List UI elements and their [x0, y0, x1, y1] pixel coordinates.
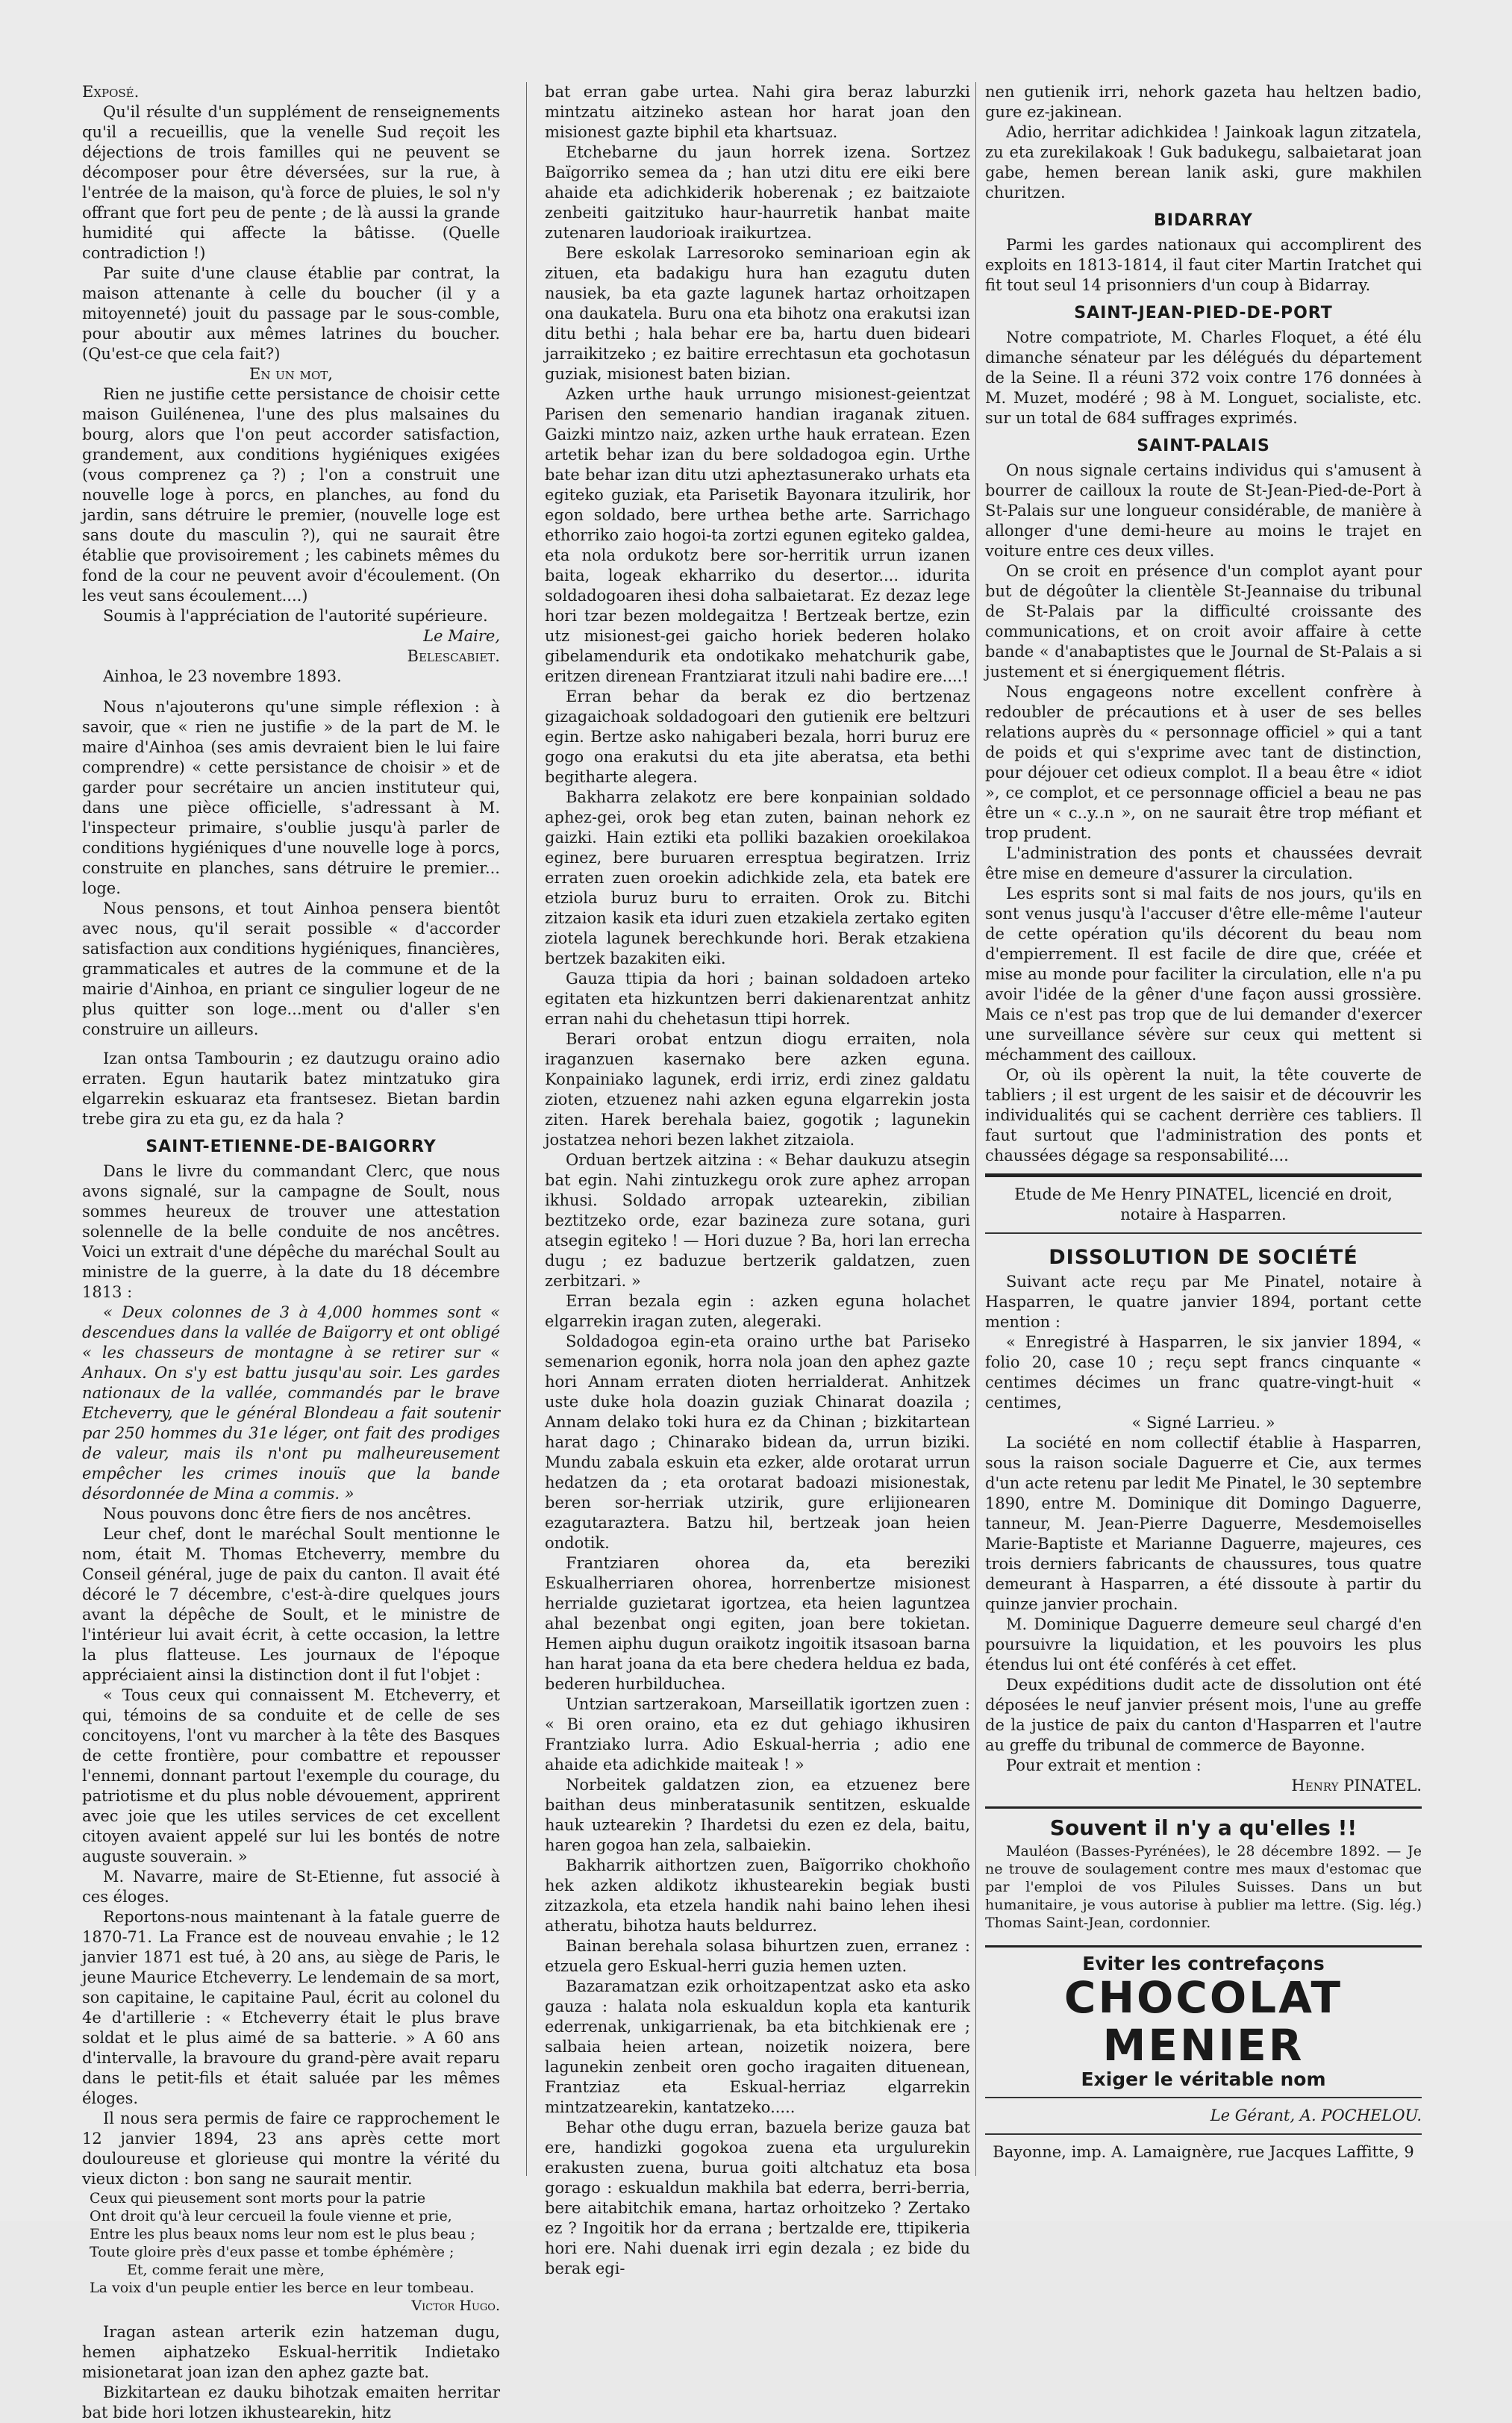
- column-rule-2: [975, 82, 976, 2176]
- paragraph: Reportons-nous maintenant à la fatale guerre de 1870-71. La France est de nouveau envahie ; le 12 janvier 1871 est tué, à 20 ans, au siège de Paris, le jeune Maurice Etcheverry. Le lendemain de sa mort, son capitaine, le capitaine Paul, écrit au colonel du 4e d'artillerie : « Etcheverry était le plus brave soldat et le plus aimé de sa batterie. » A 60 ans d'intervalle, la bravoure du grand-père avait reparu dans le petit-fils et était saluée par les mêmes éloges.: [82, 1908, 500, 2107]
- paragraph: Adio, herritar adichkidea ! Jainkoak lagun zitzatela, zu eta zurekilakoak ! Guk badukegu, salbaietarat joan gabe, hemen berean lanik aski, gure makhilen churitzen.: [985, 123, 1422, 202]
- paragraph: Parmi les gardes nationaux qui accomplirent des exploits en 1813-1814, il faut citer Martin Iratchet qui fit tout seul 14 prisonniers d'un coup à Bidarray.: [985, 236, 1422, 294]
- verse-line: Ceux qui pieusement sont morts pour la patrie: [90, 2190, 426, 2207]
- footer-divider: [985, 2097, 1422, 2098]
- ad-tagline-bottom: Exiger le véritable nom: [1081, 2068, 1326, 2090]
- paragraph: Leur chef, dont le maréchal Soult mentionne le nom, était M. Thomas Etcheverry, membre du Conseil général, juge de paix du canton. Il avait été décoré le 7 décembre, c'est-à-dire quelques jours avant la dépêche de Soult, et le ministre de l'intérieur lui avait écrit, à cette occasion, la lettre la plus flatteuse. Les journaux de l'époque appréciaient ainsi la distinction dont il fut l'objet :: [82, 1525, 500, 1684]
- paragraph: Bere eskolak Larresoroko seminarioan egin ak zituen, eta badakigu hura han ezagutu duten nausiek, ba eta gazte lagunek hartaz orhoitzapen ona daukatela. Buru ona eta bihotz ona erakutsi izan ditu bethi ; hala behar ere ba, hartu duen bideari jarraikitzeko ; ez baitire errechtasun eta gochotasun guziak, misionest baten bizian.: [545, 244, 970, 383]
- footer-divider: [985, 2133, 1422, 2135]
- paragraph: Nous engageons notre excellent confrère à redoubler de précautions et à user de ses belles relations auprès du « personnage officiel » qui a tant de poids et qui s'exprime avec tant de distinction, pour déjouer cet odieux complot. Il a beau être « idiot », ce complot, et ce personnage officiel a beau ne pas être un « c..y..n », on ne saurait être trop méfiant et trop prudent.: [985, 683, 1422, 842]
- paragraph: Gauza ttipia da hori ; bainan soldadoen arteko egitaten eta hizkuntzen berri dakienarentzat anhitz erran nahi du chehetasun ttipi horrek.: [545, 970, 970, 1028]
- paragraph: Bakharra zelakotz ere bere konpainian soldado aphez-gei, orok beg etan zuten, bainan nehork ez gaizki. Hain eztiki eta polliki bazakien oroekilakoa eginez, bere buruaren erresptua begiratzen. Irriz erraten zuen oroekin adichkide zela, eta batek ere etziola buruz buru to erraiten. Orok zu. Bitchi zitzaion kasik eta iduri zuen etzakiela zertako egiten ziotela lagunek berechkunde hori. Berak etzakiena bertzek bazakiten eiki.: [545, 788, 970, 967]
- printer-imprint: Bayonne, imp. A. Lamaignère, rue Jacques Laffitte, 9: [993, 2143, 1414, 2161]
- quotation: « Deux colonnes de 3 à 4,000 hommes sont « descendues dans la vallée de Baïgorry et ont obligé « les chasseurs de montagne à se retirer sur « Anhaux. On s'y est battu jusqu'au soir. Les gardes nationaux de la vallée, commandés par le brave Etcheverry, que le général Blondeau a fait soutenir par 250 hommes du 31e léger, ont fait des prodiges de valeur, mais ils n'ont pu malheureusement empêcher les crimes inouïs que la bande désordonnée de Mina a commis. »: [82, 1303, 500, 1503]
- paragraph: Nous pouvons donc être fiers de nos ancêtres.: [103, 1505, 472, 1523]
- ad-text: Mauléon (Basses-Pyrénées), le 28 décembre 1892. — Je ne trouve de soulagement contre mes maux d'estomac que par l'emploi de vos Pilules Suisses. Dans un but humanitaire, je vous autorise à publier ma lettre. (Sig. lég.) Thomas Saint-Jean, cordonnier.: [985, 1843, 1422, 1931]
- paragraph: Bizkitartean ez dauku bihotzak emaiten herritar bat bide hori lotzen ikhustearekin, hitz: [82, 2383, 500, 2422]
- section-divider: [985, 1173, 1422, 1177]
- paragraph: M. Dominique Daguerre demeure seul chargé d'en poursuivre la liquidation, et les pouvoirs les plus étendus lui ont été conférés à cet effet.: [985, 1615, 1422, 1674]
- paragraph: On nous signale certains individus qui s'amusent à bourrer de cailloux la route de St-Jean-Pied-de-Port à St-Palais sur une longueur considérable, de manière à allonger d'une demi-heure au moins le trajet en voiture entre ces deux villes.: [985, 461, 1422, 560]
- paragraph: Etchebarne du jaun horrek izena. Sortzez Baïgorriko semea da ; han utzi ditu ere eiki bere ahaide eta adichkiderik hoberenak ; ez baitzaiote zenbeiti gaitzituko haur-haurretik hanbat maite zutenaren laudorioak iraikurtzea.: [545, 143, 970, 242]
- paragraph: Behar othe dugu erran, bazuela berize gauza bat ere, handizki gogokoa zuena eta urgulurekin erakusten zuena, burua goiti altchatuz eta bosa gorago : eskualdun makhila bat ederra, berri-berria, bere aitabitchik emana, hartaz orhoitzeko ? Zertako ez ? Ingoitik hor da errana ; bertzalde ere, ttipikeria hori ere. Nahi duenak irri egin dezala ; ez bide du berak egi-: [545, 2118, 970, 2277]
- ad-brand-line2: MENIER: [1102, 2020, 1305, 2071]
- paragraph: M. Navarre, maire de St-Etienne, fut associé à ces éloges.: [82, 1868, 500, 1906]
- paragraph: Il nous sera permis de faire ce rapprochement le 12 janvier 1894, 23 ans après cette mort douloureuse et glorieuse qui montre la vérité du vieux dicton : bon sang ne saurait mentir.: [82, 2109, 500, 2188]
- paragraph: Bazaramatzan ezik orhoitzapentzat asko eta asko gauza : halata nola eskualdun kopla eta kanturik ederrenak, unkigarrienak, ba eta bitchkienak ere ; salbaia heien artean, noizetik noizera, bere lagunekin zenbeit oren gocho iragaiten dituenean, Frantziaz eta Eskual-herriaz elgarrekin mintzatzearekin, kantatzeko.....: [545, 1977, 970, 2116]
- subheading: En un mot,: [249, 365, 333, 383]
- section-heading-sjpp: SAINT-JEAN-PIED-DE-PORT: [1074, 304, 1333, 322]
- signature-name: Belescabiet.: [407, 647, 500, 665]
- paragraph: Deux expéditions dudit acte de dissolution ont été déposées le neuf janvier présent mois, l'une au greffe de la justice de paix du canton d'Hasparren et l'autre au greffe du tribunal de commerce de Bayonne.: [985, 1676, 1422, 1754]
- quotation: « Tous ceux qui connaissent M. Etcheverry, et qui, témoins de sa conduite et de celle de ses concitoyens, l'ont vu marcher à la tête des Basques de cette frontière, pour combattre et repousser l'ennemi, donnant partout l'exemple du courage, du patriotisme et du plus noble dévouement, apprirent avec joie que les utiles services de cet excellent citoyen avaient appelé sur lui les bontés de notre auguste souverain. »: [82, 1686, 500, 1865]
- extract-note: Pour extrait et mention :: [1006, 1756, 1202, 1774]
- ad-brand-line1: CHOCOLAT: [1063, 1972, 1343, 2023]
- registrar-signature: « Signé Larrieu. »: [1131, 1414, 1275, 1432]
- column-1: [82, 82, 500, 2422]
- advertisement-pills: [985, 1806, 1422, 1932]
- paragraph: Nous n'ajouterons qu'une simple réflexion : à savoir, que « rien ne justifie » de la part de M. le maire d'Ainhoa (ses amis devraient bien le lui faire comprendre) « cette persistance de choisir » et de garder pour secrétaire un ancien instituteur qui, dans une pièce officielle, s'adressant à M. l'inspecteur primaire, s'oublie jusqu'à parler de conditions hygiéniques d'une nouvelle loge à porcs, construite en planches, sans détruire le premier... loge.: [82, 698, 500, 897]
- verse-line: Entre les plus beaux noms leur nom est le plus beau ;: [90, 2226, 475, 2242]
- paragraph: Les esprits sont si mal faits de nos jours, qu'ils en sont venus jusqu'à l'accuser d'être elle-même l'auteur de cette opération qu'ils décorent du beau nom d'empierrement. Il est facile de dire que, créée et mise au monde pour faciliter la circulation, elle n'a pu avoir l'idée de la gêner d'une façon aussi grossière. Mais ce n'est pas trop que de lui demander d'exercer une surveillance sévère sur ceux qui mettent si méchamment des cailloux.: [985, 885, 1422, 1064]
- paragraph: Nous pensons, et tout Ainhoa pensera bientôt avec nous, qu'il serait possible « d'accorder satisfaction aux conditions hygiéniques, financières, grammaticales et autres de la commune et de la mairie d'Ainhoa, en priant ce singulier logeur de ne plus quitter son loge...ment ou d'aller s'en construire un ailleurs.: [82, 899, 500, 1038]
- section-heading-dissolution: DISSOLUTION DE SOCIÉTÉ: [1049, 1246, 1358, 1269]
- paragraph: Frantziaren ohorea da, eta bereziki Eskualherriaren ohorea, horrenbertze misionest herrialde guzietarat igortzea, eta heien laguntzea ahal bezenbat ongi egiten, joan bere tokietan. Hemen aiphu dugun oraikotz ingoitik itsasoan barna han harat joana da eta bere chedera heldua ez bada, bederen hurbilduchea.: [545, 1554, 970, 1693]
- paragraph: Qu'il résulte d'un supplément de renseignements qu'il a recueillis, que la venelle Sud reçoit les déjections de trois familles qui ne peuvent se décomposer pour être déversées, sur la rue, à l'entrée de la maison, qu'à force de pluies, le sol n'y offrant que fort peu de pente ; de là aussi la grande humidité qui affecte la bâtisse. (Quelle contradiction !): [82, 103, 500, 262]
- paragraph: Or, où ils opèrent la nuit, la tête couverte de tabliers ; il est urgent de les saisir et de découvrir les individualités qui se cachent derrière ces tabliers. Il faut surtout que l'administration des ponts et chaussées dégage sa responsabilité....: [985, 1066, 1422, 1164]
- paragraph: Par suite d'une clause établie par contrat, la maison attenante à celle du boucher (il y a mitoyenneté) jouit du passage par le sous-comble, pour aboutir aux mêmes latrines du boucher. (Qu'est-ce que cela fait?): [82, 264, 500, 363]
- paragraph: Norbeitek galdatzen zion, ea etzuenez bere baithan deus minberatasunik sentitzen, eskualde hauk uztearekin ? Ihardetsi du ezen ez dela, baitu, haren gogoa han zela, salbaiekin.: [545, 1776, 970, 1854]
- paragraph: nen gutienik irri, nehork gazeta hau heltzen badio, gure ez-jakinean.: [985, 83, 1422, 121]
- section-heading-saint-palais: SAINT-PALAIS: [1137, 437, 1270, 455]
- paragraph: L'administration des ponts et chaussées devrait être mise en demeure d'assurer la circulation.: [985, 844, 1422, 882]
- expose-heading: Exposé.: [82, 83, 140, 101]
- paragraph: Soumis à l'appréciation de l'autorité supérieure.: [103, 607, 488, 625]
- ad-tagline-top: Eviter les contrefaçons: [1082, 1953, 1325, 1974]
- section-heading-baigorry: SAINT-ETIENNE-DE-BAIGORRY: [146, 1138, 437, 1156]
- paragraph: Soldadogoa egin-eta oraino urthe bat Pariseko semenarion egonik, horra nola joan den aphez gazte hori Annam erraten dioten herrialderat. Anhitzek uste duke hola doazin guziak Chinarat doazila ; Annam delako toki hura ez da Chinan ; bizkitartean harat dago ; Chinarako bidean da, urrun biziki. Mundu zabala eskuin eta ezker, alde orotarat urrun hedatzen da ; eta orotarat badoazi misionestak, beren sor-herriak utzirik, gure erlijionearen ezagutaraztera. Batzu hil, bertzeak joan heien ondotik.: [545, 1332, 970, 1552]
- paragraph: Notre compatriote, M. Charles Floquet, a été élu dimanche sénateur par les délégués du département de la Seine. Il a réuni 372 voix contre 176 données à M. Muzet, modéré ; 98 à M. Longuet, socialiste, etc. sur un total de 684 suffrages exprimés.: [985, 328, 1422, 427]
- paragraph: Suivant acte reçu par Me Pinatel, notaire à Hasparren, le quatre janvier 1894, portant cette mention :: [985, 1273, 1422, 1331]
- paragraph: La société en nom collectif établie à Hasparren, sous la raison sociale Daguerre et Cie, aux termes d'un acte retenu par ledit Me Pinatel, le 30 septembre 1890, entre M. Dominique dit Domingo Daguerre, tanneur, M. Jean-Pierre Daguerre, Mesdemoiselles Marie-Baptiste et Marianne Daguerre, majeures, ces trois derniers fabricants de chaussures, tous quatre demeurant à Hasparren, a été dissoute à partir du quinze janvier prochain.: [985, 1434, 1422, 1613]
- paragraph: Orduan bertzek aitzina : « Behar daukuzu atsegin bat egin. Nahi zintuzkegu orok zure aphez arropan ikhusi. Soldado arropak uztearekin, zibilian beztitzeko orde, ezar bazineza zure sotana, guri atsegin egiteko ! — Hori duzue ? Ba, hori lan errecha dugu ; ez baduzue bertzerik galdatzen, zuen zerbitzari. »: [545, 1151, 970, 1290]
- paragraph: Rien ne justifie cette persistance de choisir cette maison Guilénenea, l'une des plus malsaines du bourg, alors que l'on peut accorder satisfaction, grandement, aux conditions hygiéniques exigées (vous comprenez ça ?) ; l'on a construit une nouvelle loge à porcs, en planches, au fond du jardin, sans détruire le premier, (nouvelle loge est sans doute du masculin ?), qui ne saurait être établie que provisoirement ; les cabinets mêmes du fond de la cour ne peuvent avoir d'écoulement. (On les veut sans écoulement....): [82, 385, 500, 605]
- notary-signature: Henry PINATEL.: [1291, 1777, 1422, 1794]
- paragraph: Erran behar da berak ez dio bertzenaz gizagaichoak soldadogoari den gutienik ere beltzuri egin. Bertze asko nahigaberi bezala, horri buruz ere gogo ona erakutsi du eta jite aberatsa, eta bethi begitharte alegera.: [545, 687, 970, 786]
- verse-line: La voix d'un peuple entier les berce en leur tombeau.: [90, 2280, 475, 2296]
- advertisement-chocolat: [985, 1945, 1422, 2089]
- verse-author: Victor Hugo.: [411, 2298, 500, 2314]
- section-divider: [985, 1232, 1422, 1234]
- paragraph: « Enregistré à Hasparren, le six janvier 1894, « folio 20, case 10 ; reçu sept francs cinquante « centimes décimes un franc quatre-vingt-huit « centimes,: [985, 1333, 1422, 1412]
- paragraph: Izan ontsa Tambourin ; ez dautzugu oraino adio erraten. Egun hautarik batez mintzatuko gira elgarrekin eskuaraz eta frantsesez. Bietan bardin trebe gira zu eta gu, ez da hala ?: [82, 1050, 500, 1128]
- paragraph: Untzian sartzerakoan, Marseillatik igortzen zuen : « Bi oren oraino, eta ez dut gehiago ikhusiren Frantziako lurra. Adio Eskual-herria ; adio ene ahaide eta adichkide maiteak ! »: [545, 1695, 970, 1774]
- verse-line: Toute gloire près d'eux passe et tombe éphémère ;: [90, 2244, 454, 2260]
- paragraph: Dans le livre du commandant Clerc, que nous avons signalé, sur la campagne de Soult, nous sommes heureux de trouver une attestation solennelle de la belle conduite de nos ancêtres. Voici un extrait d'une dépêche du maréchal Soult au ministre de la guerre, à la date du 18 décembre 1813 :: [82, 1162, 500, 1301]
- paragraph: Berari orobat entzun diogu erraiten, nola iraganzuen kasernako bere azken eguna. Konpainiako lagunek, erdi irriz, erdi zinez galdatu zioten, etzuenez nahi azken eguna elgarrekin josta ziten. Harek berehala baiez, gogotik ; lagunekin jostatzea nehori bezen lakhet zitzaiola.: [545, 1030, 970, 1149]
- editor-signature: Le Gérant, A. POCHELOU.: [1210, 2107, 1422, 2124]
- verse-line: Et, comme ferait une mère,: [127, 2262, 325, 2278]
- paragraph: Azken urthe hauk urrungo misionest-geientzat Parisen den semenario handian iraganak zituen. Gaizki mintzo naiz, azken urthe hauk erratean. Ezen artetik behar izan du bere soldadogoa egin. Urthe bate behar izan ditu utzi apheztasunerako urhats eta egiteko guziak, eta Parisetik Bayonara itzulirik, hor egon soldado, bere urthea bethe arte. Sarrichago ethorriko zaio hogoi-ta zortzi egunen egiteko galdea, eta nola ordukotz bere sor-herritik urrun izanen baita, logeak ekharriko du desertor.... idurita soldadogoaren ihesi doha salbaietarat. Ez dezaz lege hori tzar bezen moldegaitza ! Bertzeak bertze, ezin utz misionest-gei gaicho horiek bederen holako gibelamendurik eta ondotikako mehatchurik gabe, eritzen direnean Frantziarat itzuli nahi badire ere....!: [545, 385, 970, 685]
- paragraph: Bainan berehala solasa bihurtzen zuen, erranez : etzuela gero Eskual-herri guzia hemen uzten.: [545, 1937, 970, 1975]
- column-3: [985, 82, 1422, 2191]
- dateline: Ainhoa, le 23 novembre 1893.: [103, 667, 342, 685]
- column-2: [545, 82, 970, 2277]
- paragraph: On se croit en présence d'un complot ayant pour but de dégoûter la clientèle St-Jeannaise du tribunal de St-Palais par la difficulté croissante des communications, et on croit avoir affaire à cette bande « d'anabaptistes que le Journal de St-Palais a si justement et si énergiquement flétris.: [985, 562, 1422, 681]
- paragraph: Iragan astean arterik ezin hatzeman dugu, hemen aiphatzeko Eskual-herritik Indietako misionetarat joan izan den aphez gazte bat.: [82, 2323, 500, 2381]
- paragraph: Bakharrik aithortzen zuen, Baïgorriko chokhoño hek azken aldikotz ikhustearekin begiak busti zitzazkola, eta etzela handik nahi baino lehen ihesi atheratu, bihotza hauts beldurrez.: [545, 1856, 970, 1935]
- paragraph: bat erran gabe urtea. Nahi gira beraz laburzki mintzatu aitzineko astean hor harat joan den misionest gazte biphil eta khartsuaz.: [545, 83, 970, 141]
- section-heading-bidarray: BIDARRAY: [1154, 211, 1253, 230]
- signature-title: Le Maire,: [423, 627, 500, 645]
- column-rule-1: [526, 82, 527, 2176]
- ad-title: Souvent il n'y a qu'elles !!: [1049, 1815, 1358, 1840]
- notary-office: Etude de Me Henry PINATEL, licencié en droit, notaire à Hasparren.: [1014, 1185, 1393, 1223]
- verse-line: Ont droit qu'à leur cercueil la foule vienne et prie,: [90, 2208, 452, 2224]
- paragraph: Erran bezala egin : azken eguna holachet elgarrekin iragan zuten, alegeraki.: [545, 1292, 970, 1330]
